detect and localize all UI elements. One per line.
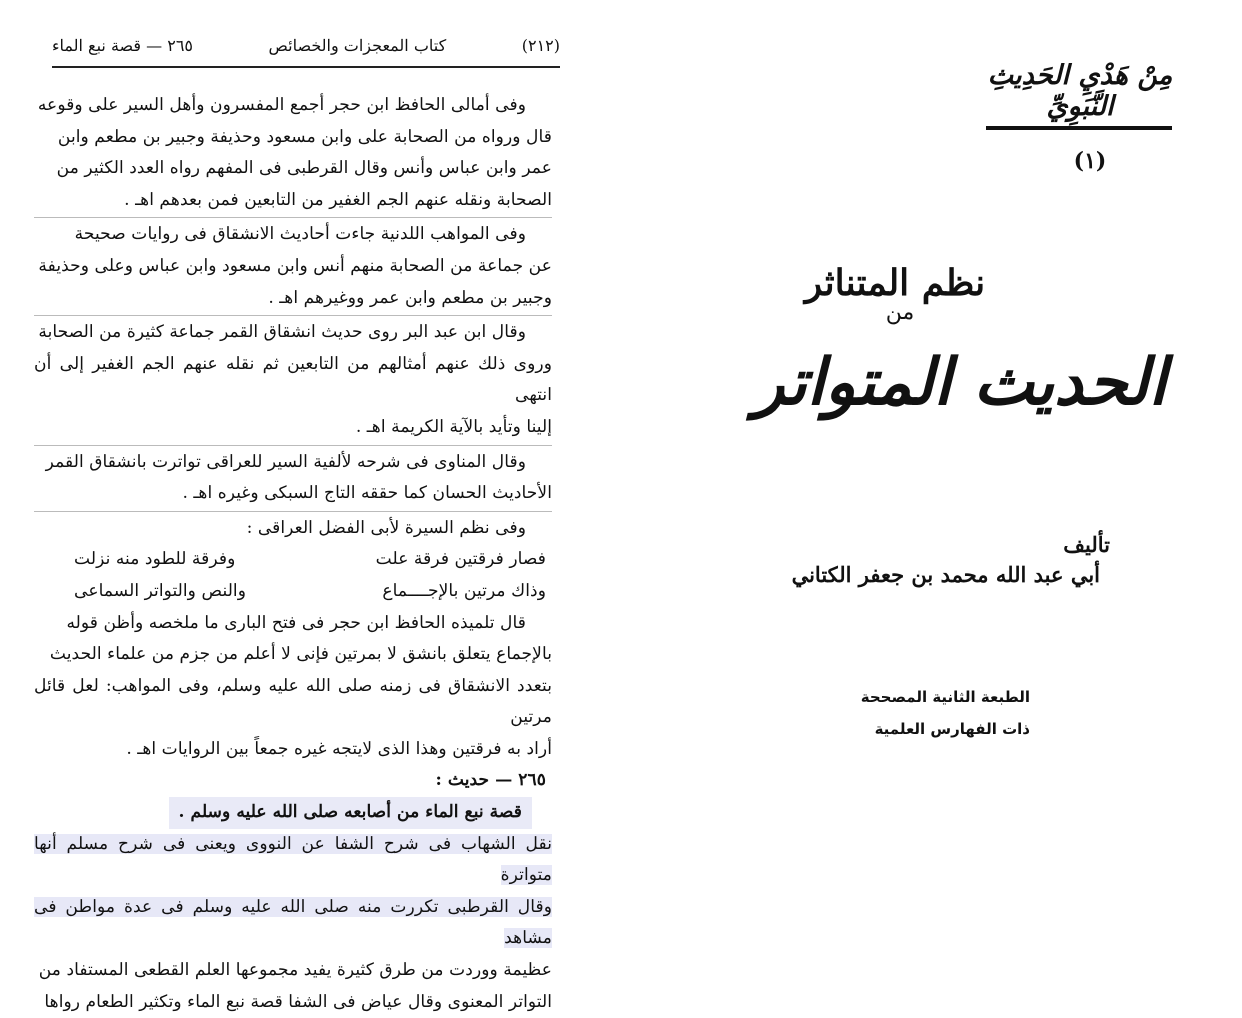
series-logo: مِنْ هَدْيِ الحَدِيثِ النَّبَوِيِّ (987, 60, 1173, 122)
body-text (34, 90, 552, 1018)
highlighted-passage (34, 829, 552, 1018)
text-line: إلينا وتأيد بالآية الكريمة اهـ . (355, 416, 552, 437)
verse-hemistich: وفرقة للطود منه نزلت (74, 549, 236, 570)
text-line: أراد به فرقتين وهذا الذى لايتجه غيره جمعاً بين الروايات اهـ . (126, 738, 552, 759)
verse-line (34, 544, 552, 576)
volume-number: (١) (1073, 148, 1107, 174)
paragraph-ibn-abd-al-barr (34, 315, 552, 443)
verse-hemistich: والنص والتواتر السماعى (74, 580, 247, 601)
verse-line (34, 576, 552, 608)
text-line: التواتر المعنوى وقال عياض فى الشفا قصة نبع الماء وتكثير الطعام رواها (44, 991, 552, 1012)
text-line: الصحابة ونقله عنهم الجم الغفير من التابعين فمن بعدهم اهـ . (124, 189, 552, 210)
paragraph-munawi (34, 445, 552, 510)
paragraph-mawahib (34, 217, 552, 314)
story-title: قصة نبع الماء من أصابعه صلى الله عليه وسلم . (169, 797, 532, 829)
text-line: وروى ذلك عنهم أمثالهم من التابعين ثم نقله عنهم الجم الغفير إلى أن انتهى (34, 353, 552, 406)
text-line: وفى المواهب اللدنية جاءت أحاديث الانشقاق فى روايات صحيحة (74, 224, 526, 245)
header-rule (52, 66, 560, 68)
edition-line-2: ذات الفهارس العلمية (874, 720, 1030, 738)
text-line: قال ورواه من الصحابة على وابن مسعود وحذيفة وجبير بن مطعم وابن (57, 126, 552, 147)
highlighted-line: نقل الشهاب فى شرح الشفا عن النووى ويعنى فى شرح مسلم أنها متواترة (34, 833, 552, 886)
text-line: عظيمة ووردت من طرق كثيرة يفيد مجموعها العلم القطعى المستفاد من (38, 960, 552, 981)
paragraph-nazm-sira (34, 511, 552, 545)
text-line: قال تلميذه الحافظ ابن حجر فى فتح البارى ما ملخصه وأظن قوله (66, 612, 526, 633)
text-line: وفى نظم السيرة لأبى الفضل العراقى : (246, 517, 526, 538)
text-line: وجبير بن مطعم وابن عمر ووغيرهم اهـ . (268, 287, 552, 308)
section-title: ٢٦٥ — قصة نبع الماء (52, 35, 193, 55)
highlighted-line: وقال القرطبى تكررت منه صلى الله عليه وسلم فى عدة مواطن فى مشاهد (34, 896, 552, 949)
authorship-label: تأليف (1063, 532, 1110, 557)
title-from: من (885, 300, 915, 325)
verse-hemistich: فصار فرقتين فرقة علت (375, 549, 546, 570)
text-line: بتعدد الانشقاق فى زمنه صلى الله عليه وسلم، وفى المواهب: لعل قائل مرتين (34, 675, 552, 728)
paragraph-ibn-hajar (34, 608, 552, 766)
text-line: وقال المناوى فى شرحه لألفية السير للعراقى تواترت بانشقاق القمر (45, 451, 526, 472)
book-title: كتاب المعجزات والخصائص (268, 35, 447, 55)
series-rule (986, 126, 1172, 130)
text-line: بالإجماع يتعلق بانشق لا بمرتين فإنى لا أعلم من جزم من علماء الحديث (49, 644, 552, 665)
page-number: (٢١٢) (521, 35, 560, 55)
story-title-line (34, 797, 552, 829)
title-line-1: نظم المتناثر (804, 262, 986, 304)
text-line: وفى أمالى الحافظ ابن حجر أجمع المفسرون وأهل السير على وقوعه (37, 95, 526, 115)
text-line: وقال ابن عبد البر روى حديث انشقاق القمر جماعة كثيرة من الصحابة (38, 322, 526, 343)
edition-line-1: الطبعة الثانية المصححة (860, 688, 1030, 706)
main-title: الحديث المتواتر (753, 345, 1167, 420)
author-name: أبي عبد الله محمد بن جعفر الكتاني (791, 562, 1100, 587)
running-header (52, 30, 560, 60)
left-page (0, 0, 600, 1012)
text-line: عمر وابن عباس وأنس وقال القرطبى فى المفهم رواه العدد الكثير من (56, 158, 552, 179)
right-page (640, 0, 1242, 984)
text-line: الأحاديث الحسان كما حققه التاج السبكى وغيره اهـ . (182, 483, 552, 504)
paragraph-amali (34, 90, 552, 216)
verse-hemistich: وذاك مرتين بالإجــــماع (382, 580, 546, 601)
hadith-heading: ٢٦٥ — حديث : (435, 770, 546, 791)
text-line: عن جماعة من الصحابة منهم أنس وابن مسعود وابن عباس وعلى وحذيفة (38, 255, 552, 276)
